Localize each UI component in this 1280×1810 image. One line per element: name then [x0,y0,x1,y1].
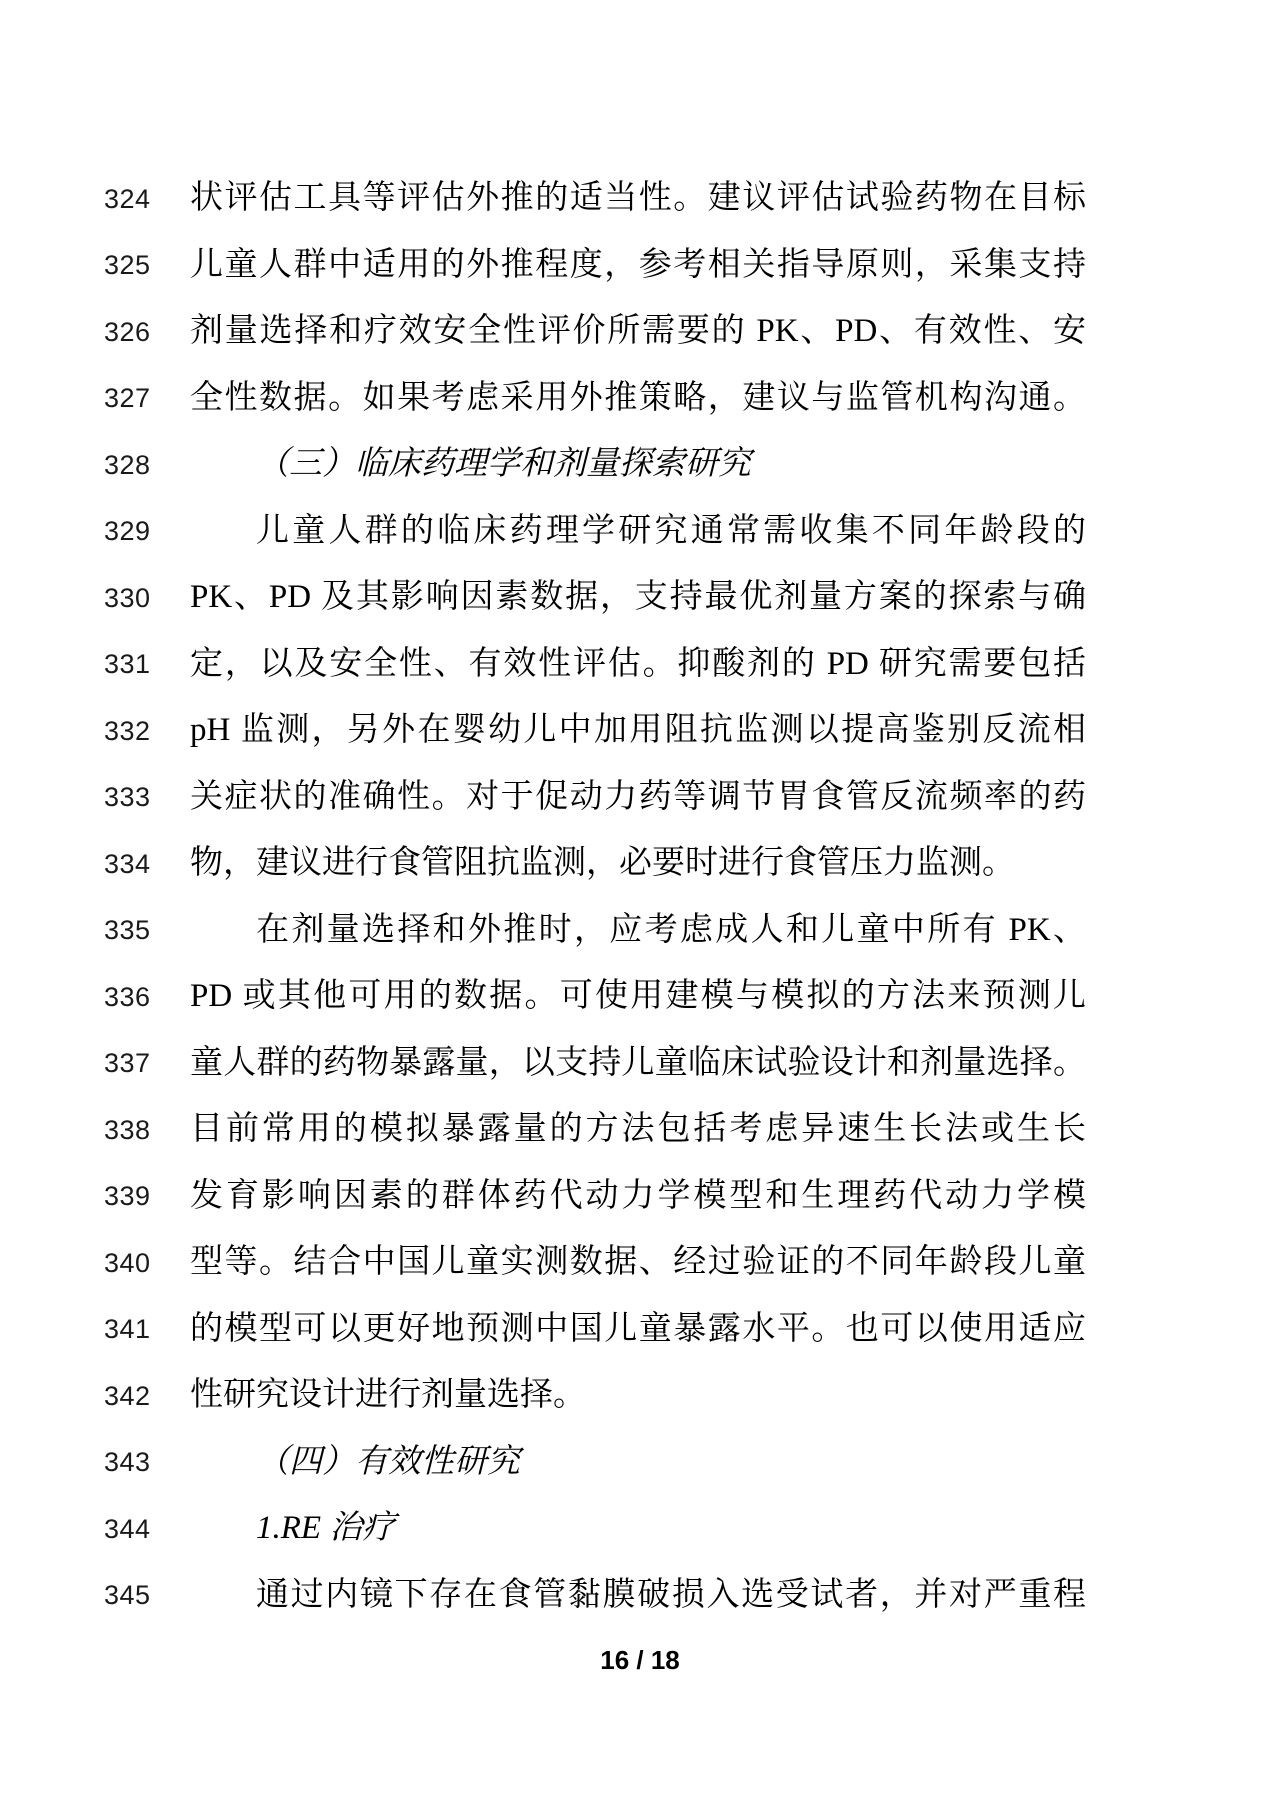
document-line [0,964,1280,1031]
line-number: 328 [104,449,151,480]
line-text: 通过内镜下存在食管黏膜破损入选受试者，并对严重程 [256,1576,1086,1613]
page-footer [0,1645,1280,1676]
line-text: pH 监测，另外在婴幼儿中加用阻抗监测以提高鉴别反流相 [190,712,1086,749]
line-text: 全性数据。如果考虑采用外推策略，建议与监管机构沟通。 [190,379,1086,416]
line-number: 337 [104,1048,151,1079]
line-text: 目前常用的模拟暴露量的方法包括考虑异速生长法或生长 [190,1111,1086,1148]
line-text: 状评估工具等评估外推的适当性。建议评估试验药物在目标 [190,180,1086,217]
document-line [0,299,1280,366]
line-number: 327 [104,383,151,414]
line-text: 型等。结合中国儿童实测数据、经过验证的不同年龄段儿童 [190,1244,1086,1281]
line-text: 性研究设计进行剂量选择。 [190,1377,586,1414]
document-line [0,233,1280,300]
line-number: 330 [104,582,151,613]
document-line [0,1097,1280,1164]
section-heading-text: 1.RE 治疗 [256,1510,396,1547]
document-line [0,1496,1280,1563]
line-text: 剂量选择和疗效安全性评价所需要的 PK、PD、有效性、安 [190,313,1086,350]
line-number: 345 [104,1580,151,1611]
line-number: 343 [104,1447,151,1478]
line-number: 326 [104,316,151,347]
line-number: 340 [104,1247,151,1278]
document-line [0,765,1280,832]
document-line [0,432,1280,499]
line-number: 331 [104,649,151,680]
line-number: 335 [104,915,151,946]
line-number: 329 [104,516,151,547]
line-text: PD 或其他可用的数据。可使用建模与模拟的方法来预测儿 [190,978,1086,1015]
document-line [0,166,1280,233]
line-number: 338 [104,1114,151,1145]
line-text: 物，建议进行食管阻抗监测，必要时进行食管压力监测。 [190,845,1015,882]
line-text: 发育影响因素的群体药代动力学模型和生理药代动力学模 [190,1177,1086,1214]
line-text: PK、PD 及其影响因素数据，支持最优剂量方案的探索与确 [190,579,1086,616]
document-line [0,499,1280,566]
line-number: 325 [104,250,151,281]
document-body [0,166,1280,1629]
line-number: 336 [104,981,151,1012]
document-line [0,1164,1280,1231]
document-line [0,1430,1280,1497]
line-number: 334 [104,848,151,879]
line-text: 的模型可以更好地预测中国儿童暴露水平。也可以使用适应 [190,1310,1086,1347]
page-number-indicator: 16 / 18 [600,1645,680,1675]
line-text: 儿童人群的临床药理学研究通常需收集不同年龄段的 [256,512,1086,549]
line-number: 332 [104,715,151,746]
line-number: 324 [104,183,151,214]
document-line [0,565,1280,632]
document-line [0,1563,1280,1630]
line-text: 儿童人群中适用的外推程度，参考相关指导原则，采集支持 [190,246,1086,283]
section-heading-text: （四）有效性研究 [256,1443,520,1480]
line-text: 童人群的药物暴露量，以支持儿童临床试验设计和剂量选择。 [190,1044,1086,1081]
document-line [0,366,1280,433]
document-line [0,698,1280,765]
line-text: 在剂量选择和外推时，应考虑成人和儿童中所有 PK、 [256,911,1086,948]
line-number: 342 [104,1380,151,1411]
line-text: 关症状的准确性。对于促动力药等调节胃食管反流频率的药 [190,778,1086,815]
document-line [0,831,1280,898]
line-number: 344 [104,1513,151,1544]
line-number: 341 [104,1314,151,1345]
section-heading-text: （三）临床药理学和剂量探索研究 [256,446,751,483]
line-number: 339 [104,1181,151,1212]
document-line [0,1230,1280,1297]
document-line [0,1363,1280,1430]
line-number: 333 [104,782,151,813]
document-line [0,632,1280,699]
line-text: 定，以及安全性、有效性评估。抑酸剂的 PD 研究需要包括 [190,645,1086,682]
document-line [0,1297,1280,1364]
document-line [0,898,1280,965]
document-line [0,1031,1280,1098]
